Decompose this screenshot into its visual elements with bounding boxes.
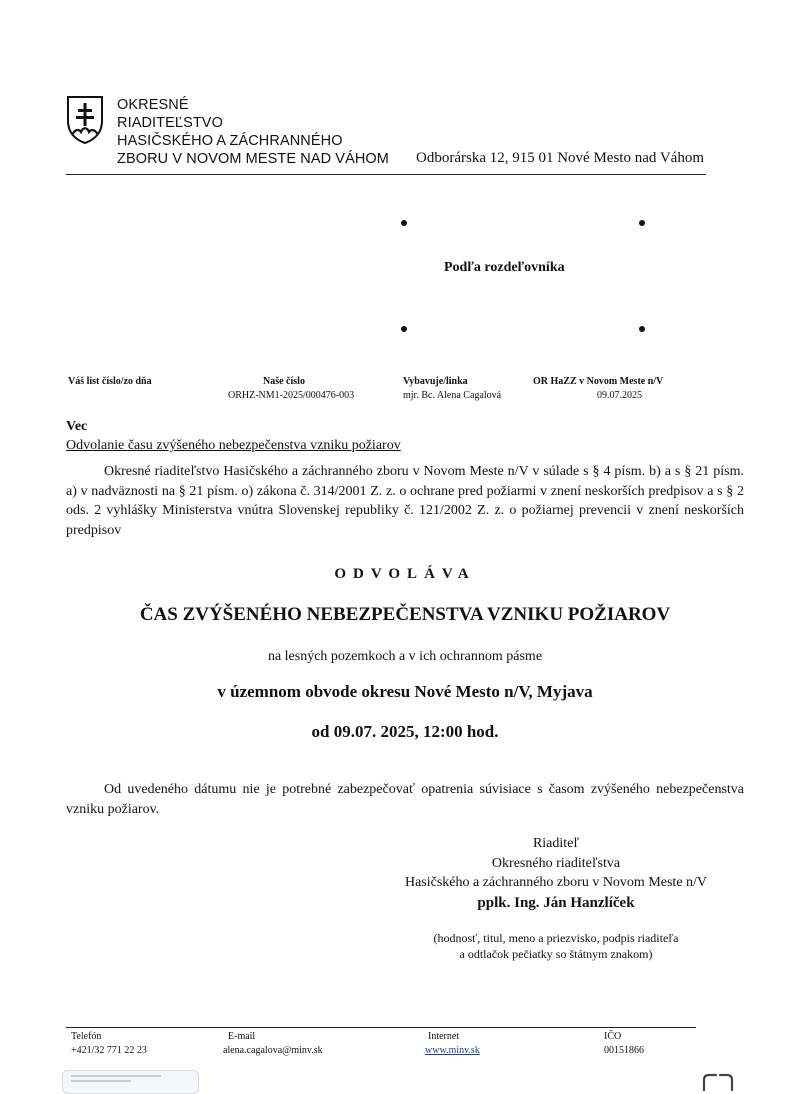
rotate-icon[interactable]	[698, 1072, 738, 1092]
closing-paragraph	[66, 780, 744, 819]
organization-name	[117, 96, 389, 168]
action-heading: ODVOLÁVA	[334, 566, 476, 582]
phone-label: Telefón	[71, 1031, 102, 1042]
corner-mark	[401, 220, 407, 226]
attachment-thumbnail[interactable]	[62, 1070, 199, 1094]
org-line: ZBORU V NOVOM MESTE NAD VÁHOM	[117, 151, 389, 167]
slovak-coat-of-arms-icon	[66, 95, 104, 145]
email-label: E-mail	[228, 1031, 256, 1042]
signatory-name: pplk. Ing. Ján Hanzlíček	[477, 895, 635, 911]
our-number-value: ORHZ-NM1-2025/000476-003	[228, 390, 355, 401]
decision-headline: ČAS ZVÝŠENÉHO NEBEZPEČENSTVA VZNIKU POŽIAROV	[139, 604, 671, 625]
org-line: HASIČSKÉHO A ZÁCHRANNÉHO	[117, 133, 343, 149]
recipient: Podľa rozdeľovníka	[444, 260, 565, 275]
org-line: RIADITEĽSTVO	[117, 115, 223, 131]
signatory-org-line: Hasičského a záchranného zboru v Novom Meste n/V	[404, 875, 708, 890]
header-divider	[66, 174, 706, 175]
footer-divider	[66, 1027, 696, 1028]
effective-date: od 09.07. 2025, 12:00 hod.	[311, 722, 499, 741]
corner-mark	[639, 220, 645, 226]
ico-label: IČO	[604, 1031, 622, 1042]
scope-line: na lesných pozemkoch a v ich ochrannom pásme	[267, 649, 543, 664]
signatory-title: Riaditeľ	[532, 836, 580, 851]
signature-note-line: a odtlačok pečiatky so štátnym znakom)	[459, 947, 653, 961]
your-letter-label: Váš list číslo/zo dňa	[68, 376, 152, 387]
corner-mark	[401, 326, 407, 332]
org-line: OKRESNÉ	[117, 97, 189, 113]
corner-mark	[639, 326, 645, 332]
internet-label: Internet	[428, 1031, 460, 1042]
subject-line: Odvolanie času zvýšeného nebezpečenstva vzniku požiarov	[66, 438, 401, 453]
phone-value: +421/32 771 22 23	[71, 1045, 147, 1056]
signature-note-line: (hodnosť, titul, meno a priezvisko, podpis riaditeľa	[433, 931, 679, 945]
subject-label: Vec	[66, 419, 88, 434]
our-number-label: Naše číslo	[263, 376, 305, 387]
office-label: OR HaZZ v Novom Meste n/V	[533, 376, 664, 387]
signature-note	[356, 930, 756, 962]
territory-line: v územnom obvode okresu Nové Mesto n/V, Myjava	[217, 682, 593, 701]
internet-link[interactable]: www.minv.sk	[425, 1045, 480, 1056]
signatory-org-line: Okresného riaditeľstva	[491, 856, 621, 871]
handled-by-label: Vybavuje/linka	[403, 376, 468, 387]
handled-by-value: mjr. Bc. Alena Cagalová	[403, 390, 502, 401]
organization-address: Odborárska 12, 915 01 Nové Mesto nad Váhom	[416, 150, 705, 166]
closing-text: Od uvedeného dátumu nie je potrebné zabezpečovať opatrenia súvisiace s časom zvýšeného nebezpečenstva vzniku požiarov.	[66, 782, 744, 817]
email-value: alena.cagalova@minv.sk	[223, 1045, 323, 1056]
intro-paragraph	[66, 462, 744, 540]
intro-text: Okresné riaditeľstvo Hasičského a záchranného zboru v Novom Meste n/V v súlade s § 4 písm. b) a s § 21 písm. a) v nadväznosti na § 21 písm. o) zákona č. 314/2001 Z. z. o ochrane pred požiarmi v znení neskorších predpisov a s § 2 ods. 2 vyhlášky Ministerstva vnútra Slovenskej republiky č. 121/2002 Z. z. o požiarnej prevencii v znení neskorších predpisov	[66, 464, 744, 538]
ico-value: 00151866	[604, 1045, 644, 1056]
office-date: 09.07.2025	[597, 390, 642, 401]
